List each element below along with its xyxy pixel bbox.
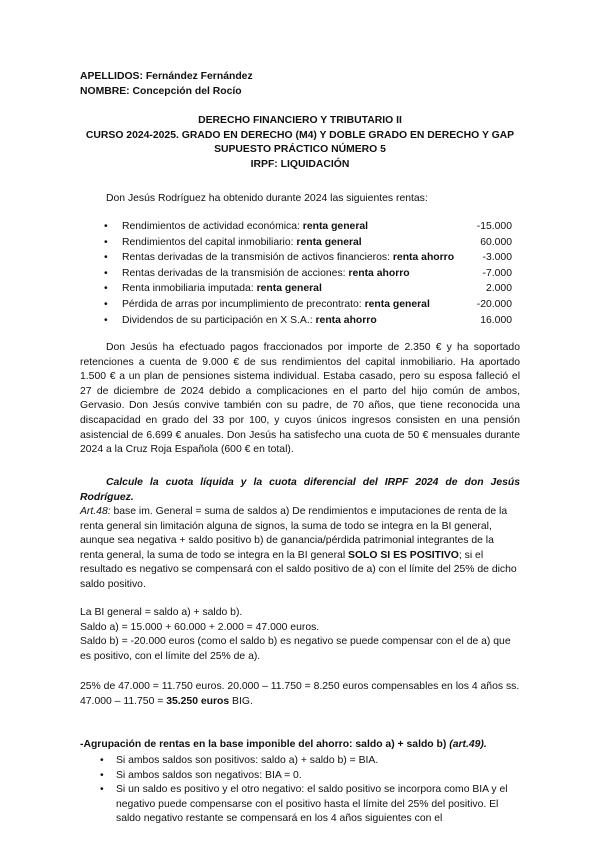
renta-amount: 16.000 [480,314,512,326]
rule-text: Si ambos saldos son positivos: saldo a) + saldo b) = BIA. [116,755,379,766]
rule-text: Si un saldo es positivo y el otro negativo: el saldo positivo se incorpora como BIA y el negativo puede compensarse con el positivo hasta el límite del 25% del positivo. El saldo negativo restante se compensará en los 4 años siguientes con el [116,784,508,825]
renta-item [80,236,514,252]
bullet: • [104,283,108,295]
renta-amount: 2.000 [485,283,512,295]
bullet: • [104,298,108,310]
art48-text: base im. General = suma de saldos a) De rendimientos e imputaciones de renta de la renta general sin limitación alguna de signos, la suma de todo se integra en la BI general, aunque sea negativa + saldo positivo b) de ganancia/pérdida patrimonial integrantes de la renta general, la suma de todo se integra en la BI general [80,506,508,561]
rule-item [80,769,520,784]
title-line-3: SUPUESTO PRÁCTICO NÚMERO 5 [214,144,386,156]
bullet: • [104,267,108,279]
intro-text: Don Jesús Rodríguez ha obtenido durante 2024 las siguientes rentas: [106,193,428,204]
bullet: • [104,236,108,248]
renta-tag: renta general [302,221,369,232]
art48-bold: SOLO SI ES POSITIVO [348,549,459,561]
renta-amount: -3.000 [482,252,512,264]
document-title [80,114,520,172]
bullet: • [100,769,104,781]
renta-item [80,220,514,236]
renta-label: Pérdida de arras por incumplimiento de precontrato: [122,298,365,310]
renta-label: Renta inmobiliaria imputada: [122,283,257,295]
apellidos-line: APELLIDOS: Fernández Fernández [80,71,253,82]
renta-tag: renta general [364,298,430,310]
renta-item [80,267,514,283]
title-line-2: CURSO 2024-2025. GRADO EN DERECHO (M4) Y DOBLE GRADO EN DERECHO Y GAP [85,129,515,141]
bullet: • [100,755,104,766]
renta-amount: -7.000 [482,267,512,279]
rule-item [80,754,520,769]
nombre-line: NOMBRE: Concepción del Rocío [80,85,242,97]
art48-paragraph [80,505,520,593]
student-header [80,70,520,99]
calc-line-1: La BI general = saldo a) + saldo b). [80,607,243,618]
renta-tag: renta ahorro [315,314,377,326]
renta-amount: -15.000 [476,221,512,232]
renta-item [80,314,514,330]
bullet: • [100,784,104,796]
renta-tag: renta ahorro [392,252,455,264]
renta-tag: renta general [296,236,362,248]
renta-label: Rentas derivadas de la transmisión de activos financieros: [122,252,393,264]
renta-label: Dividendos de su participación en X S.A.: [122,314,316,326]
rule-text: Si ambos saldos son negativos: BIA = 0. [116,769,302,781]
renta-item [80,282,514,298]
bullet: • [104,252,108,264]
rentas-list [80,220,514,329]
renta-label: Rentas derivadas de la transmisión de acciones: [122,267,349,279]
bullet: • [104,314,108,326]
art48-ref: Art.48: [80,506,111,517]
rule-item [80,783,520,827]
case-paragraph: Don Jesús ha efectuado pagos fraccionados por importe de 2.350 € y ha soportado retenciones a cuenta de 9.000 € de sus rendimientos del capital inmobiliario. Ha aportado 1.500 € a un plan de pensiones sistema individual. Estaba casado, pero su esposa falleció el 27 de diciembre de 2024 debido a complicaciones en el parto del hijo común de ambos, Gervasio. Don Jesús convive también con su padre, de 70 años, que tiene reconocida una discapacidad en grado del 33 por 100, y cuyos únicos ingresos consisten en una pensión asistencial de 6.699 € anuales. Don Jesús ha satisfecho una cuota de 50 € mensuales durante 2024 a la Cruz Roja Española (600 € en total). [80,342,520,456]
ahorro-rules [80,754,520,827]
calc-block-1 [80,606,520,664]
bullet: • [104,221,108,232]
calc-block-2 [80,680,520,709]
calc-line-2: Saldo a) = 15.000 + 60.000 + 2.000 = 47.000 euros. [80,621,320,633]
renta-item [80,251,514,267]
renta-label: Rendimientos de actividad económica: [122,221,303,232]
calc-line-4: 25% de 47.000 = 11.750 euros. 20.000 – 11.750 = 8.250 euros compensables en los 4 años ss. [80,681,520,692]
renta-amount: -20.000 [476,298,512,310]
title-line-4: IRPF: LIQUIDACIÓN [250,158,350,170]
title-line-1: DERECHO FINANCIERO Y TRIBUTARIO II [198,115,402,126]
calc-line-5: 47.000 – 11.750 = 35.250 euros BIG. [80,695,253,707]
renta-item [80,298,514,314]
renta-tag: renta ahorro [348,267,410,279]
renta-label: Rendimientos del capital inmobiliario: [122,236,297,248]
renta-tag: renta general [256,283,322,295]
art48-tail: ; si el resultado es negativo se compensará con el saldo positivo de a) con el límite del 25% de dicho saldo positivo. [80,549,517,590]
calc-line-3: Saldo b) = -20.000 euros (como el saldo b) es negativo se puede compensar con el de a) que es positivo, con el límite del 25% de a). [80,636,511,662]
renta-amount: 60.000 [480,236,512,248]
ahorro-heading: -Agrupación de rentas en la base imponible del ahorro: saldo a) + saldo b) (art.49). [80,739,487,750]
question-text: Calcule la cuota líquida y la cuota diferencial del IRPF 2024 de don Jesús Rodríguez. [80,477,520,503]
